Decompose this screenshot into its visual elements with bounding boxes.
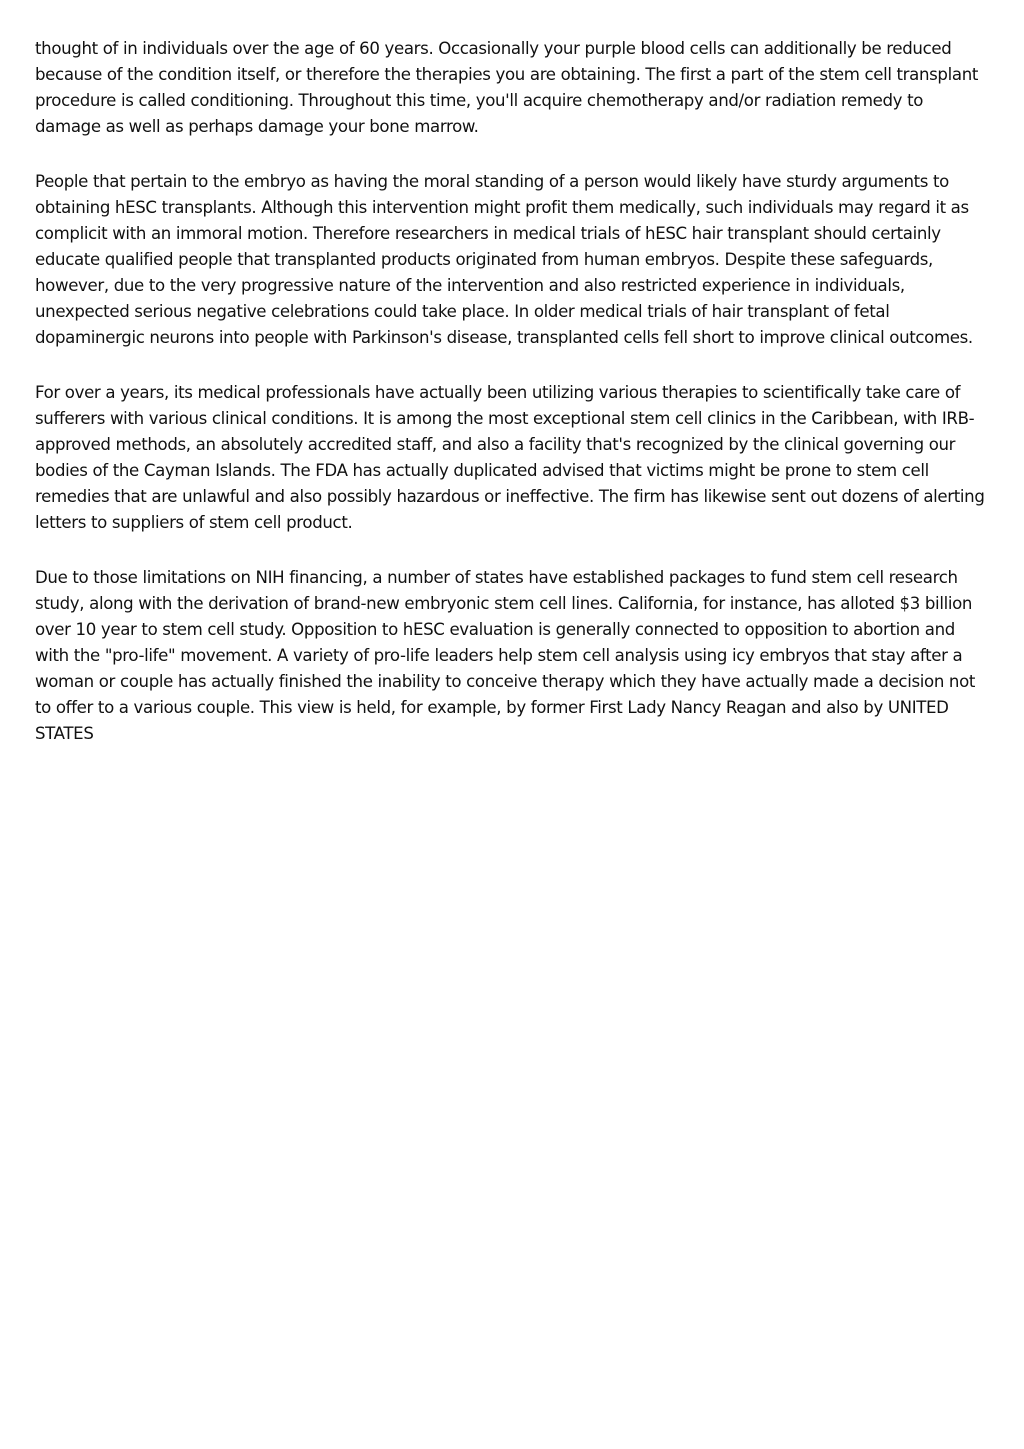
paragraph: People that pertain to the embryo as having the moral standing of a person would likely have sturdy arguments to obtaining hESC transplants. Although this intervention might profit them medically, such individuals may regard it as complicit with an immoral motion. Therefore researchers in medical trials of hESC hair transplant should certainly educate qualified people that transplanted products originated from human embryos. Despite these safeguards, however, due to the very progressive nature of the intervention and also restricted experience in individuals, unexpected serious negative celebrations could take place. In older medical trials of hair transplant of fetal dopaminergic neurons into people with Parkinson's disease, transplanted cells fell short to improve clinical outcomes. (35, 172, 973, 347)
paragraph: Due to those limitations on NIH financing, a number of states have established packages to fund stem cell research study, along with the derivation of brand-new embryonic stem cell lines. California, for instance, has alloted $3 billion over 10 year to stem cell study. Opposition to hESC evaluation is generally connected to opposition to abortion and with the "pro-life" movement. A variety of pro-life leaders help stem cell analysis using icy embryos that stay after a woman or couple has actually finished the inability to conceive therapy which they have actually made a decision not to offer to a various couple. This view is held, for example, by former First Lady Nancy Reagan and also by UNITED STATES (35, 568, 976, 743)
paragraph: For over a years, its medical professionals have actually been utilizing various therapies to scientifically take care of sufferers with various clinical conditions. It is among the most exceptional stem cell clinics in the Caribbean, with IRB-approved methods, an absolutely accredited staff, and also a facility that's recognized by the clinical governing our bodies of the Cayman Islands. The FDA has actually duplicated advised that victims might be prone to stem cell remedies that are unlawful and also possibly hazardous or ineffective. The firm has likewise sent out dozens of alerting letters to suppliers of stem cell product. (35, 383, 985, 532)
document-page (35, 36, 993, 776)
paragraph: thought of in individuals over the age of 60 years. Occasionally your purple blood cells can additionally be reduced because of the condition itself, or therefore the therapies you are obtaining. The first a part of the stem cell transplant procedure is called conditioning. Throughout this time, you'll acquire chemotherapy and/or radiation remedy to damage as well as perhaps damage your bone marrow. (35, 39, 979, 136)
